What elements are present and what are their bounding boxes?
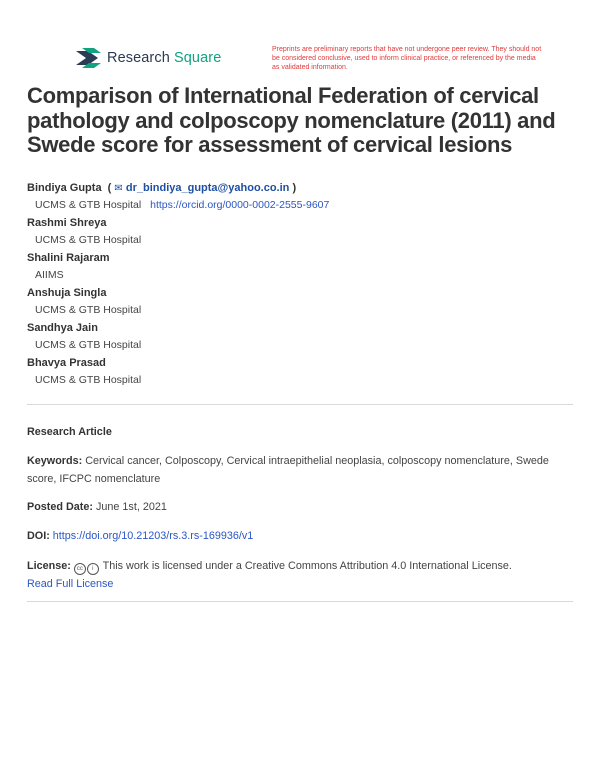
research-square-logo-icon — [74, 47, 102, 69]
author-name: Bindiya Gupta — [27, 182, 102, 194]
orcid-link[interactable]: https://orcid.org/0000-0002-2555-9607 — [150, 199, 330, 211]
author-name: Rashmi Shreya — [27, 217, 107, 229]
preprint-notice: Preprints are preliminary reports that have not undergone peer review. They should not be considered conclusive, used to inform clinical practice, or referenced by the media as validated information. — [272, 46, 542, 71]
keywords: Keywords: Cervical cancer, Colposcopy, Cervical intraepithelial neoplasia, colposcopy nomenclature, Swede score, IFCPC nomenclature — [27, 455, 549, 485]
author-email-link[interactable]: dr_bindiya_gupta@yahoo.co.in — [125, 182, 290, 194]
divider — [27, 601, 573, 602]
author-list — [27, 180, 577, 390]
research-square-logo[interactable] — [74, 47, 221, 69]
author-entry — [27, 355, 577, 390]
author-affiliation: AIIMS — [35, 269, 64, 281]
author-affiliation: UCMS & GTB Hospital — [35, 304, 142, 316]
divider — [27, 404, 573, 405]
doi: DOI: https://doi.org/10.21203/rs.3.rs-169936/v1 — [27, 530, 254, 542]
author-affiliation: UCMS & GTB Hospital — [35, 374, 142, 386]
author-affiliation: UCMS & GTB Hospital — [35, 199, 142, 211]
keywords-value: Cervical cancer, Colposcopy, Cervical intraepithelial neoplasia, colposcopy nomenclature, Swede score, IFCPC nomenclature — [27, 455, 549, 485]
envelope-icon: ✉ — [114, 183, 123, 194]
author-entry — [27, 250, 577, 285]
author-name: Shalini Rajaram — [27, 252, 110, 264]
paper-title: Comparison of International Federation of cervical pathology and colposcopy nomenclature (2011) and Swede score for assessment of cervical lesions — [27, 83, 556, 157]
license: License: cc i This work is licensed under a Creative Commons Attribution 4.0 International License. Read Full License — [27, 560, 512, 590]
author-affiliation: UCMS & GTB Hospital — [35, 339, 142, 351]
author-name: Anshuja Singla — [27, 287, 107, 299]
author-entry — [27, 215, 577, 250]
author-entry: Bindiya Gupta ( ✉ dr_bindiya_gupta@yahoo.co.in ) UCMS & GTB Hospital https://orcid.org/0000-0002-2555-9607 — [27, 182, 330, 211]
logo-text: Research Square — [107, 50, 222, 66]
author-entry — [27, 320, 577, 355]
posted-date: Posted Date: June 1st, 2021 — [27, 501, 167, 513]
read-full-license-link[interactable]: Read Full License — [27, 578, 114, 590]
doi-link[interactable]: https://doi.org/10.21203/rs.3.rs-169936/v1 — [52, 530, 254, 542]
author-name: Sandhya Jain — [27, 322, 98, 334]
author-name: Bhavya Prasad — [27, 357, 106, 369]
cc-icon: cc — [74, 563, 86, 575]
author-entry — [27, 285, 577, 320]
author-affiliation: UCMS & GTB Hospital — [35, 234, 142, 246]
cc-by-icon: i — [87, 563, 99, 575]
article-type: Research Article — [27, 426, 112, 438]
